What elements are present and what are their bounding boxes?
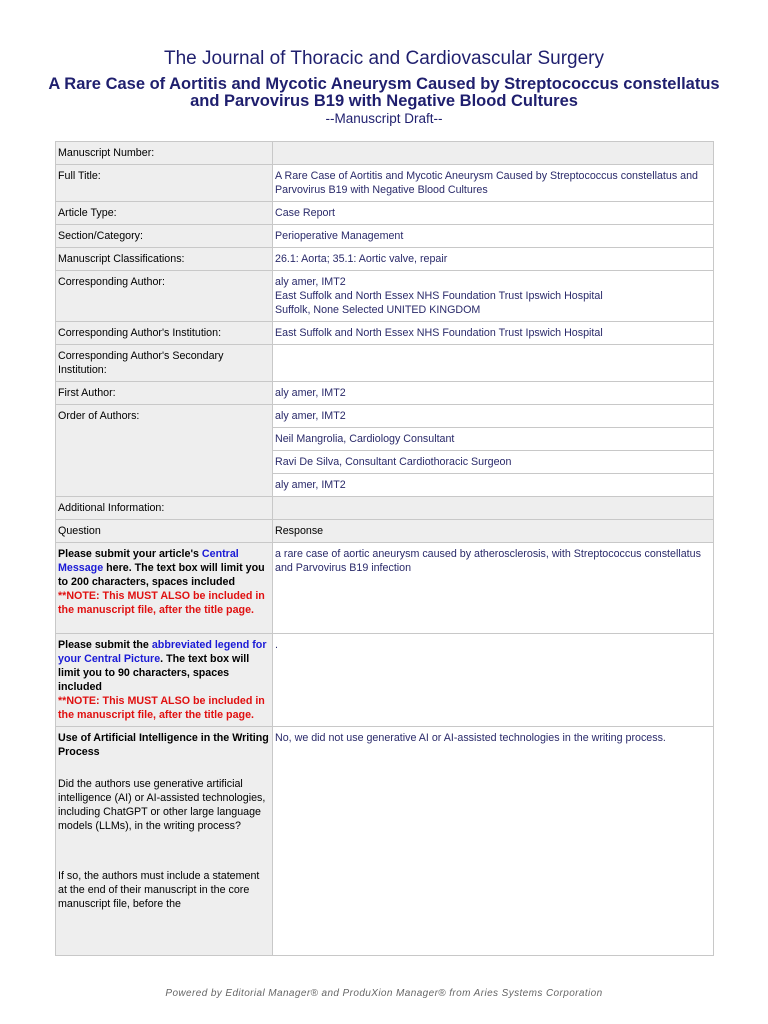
question-text: Please submit the	[58, 639, 152, 651]
corresponding-author-value	[273, 271, 714, 322]
table-row	[56, 382, 714, 405]
table-row	[56, 520, 714, 543]
question-text: Please submit your article's	[58, 548, 202, 560]
table-row	[56, 405, 714, 428]
question-text: here. The text box will limit you to 200 characters, spaces included	[58, 562, 265, 588]
question-text: If so, the authors must include a statement at the end of their manuscript in the core manuscript file, before the	[58, 870, 260, 910]
author-entry: aly amer, IMT2	[273, 474, 714, 497]
author-entry: Neil Mangrolia, Cardiology Consultant	[273, 428, 714, 451]
field-value: East Suffolk and North Essex NHS Foundation Trust Ipswich Hospital	[273, 322, 714, 345]
field-value	[273, 345, 714, 382]
question-text: Did the authors use generative artificial intelligence (AI) or AI-assisted technologies, including ChatGPT or other large language models (LLMs), in the writing process?	[58, 778, 266, 832]
field-label: Corresponding Author's Institution:	[56, 322, 273, 345]
field-label: Additional Information:	[56, 497, 273, 520]
table-row	[56, 727, 714, 956]
field-value: aly amer, IMT2	[273, 382, 714, 405]
field-label: Order of Authors:	[56, 405, 273, 497]
legend-question	[56, 634, 273, 727]
field-value: A Rare Case of Aortitis and Mycotic Aneurysm Caused by Streptococcus constellatus and Parvovirus B19 with Negative Blood Cultures	[273, 165, 714, 202]
author-line: Suffolk, None Selected UNITED KINGDOM	[275, 304, 481, 316]
table-row	[56, 322, 714, 345]
author-entry: Ravi De Silva, Consultant Cardiothoracic Surgeon	[273, 451, 714, 474]
field-label: First Author:	[56, 382, 273, 405]
field-value: 26.1: Aorta; 35.1: Aortic valve, repair	[273, 248, 714, 271]
table-row	[56, 345, 714, 382]
question-header: Question	[56, 520, 273, 543]
question-note: **NOTE: This MUST ALSO be included in the manuscript file, after the title page.	[58, 695, 265, 721]
field-label: Section/Category:	[56, 225, 273, 248]
draft-label: --Manuscript Draft--	[325, 111, 443, 126]
table-row	[56, 634, 714, 727]
question-link: Central Message	[58, 548, 239, 574]
ai-use-question	[56, 727, 273, 956]
field-label: Corresponding Author:	[56, 271, 273, 322]
field-label: Full Title:	[56, 165, 273, 202]
field-value	[273, 497, 714, 520]
author-entry: aly amer, IMT2	[273, 405, 714, 428]
table-row	[56, 497, 714, 520]
question-note: **NOTE: This MUST ALSO be included in the manuscript file, after the title page.	[58, 590, 265, 616]
legend-response: .	[273, 634, 714, 727]
question-link: abbreviated legend for your Central Picture	[58, 639, 267, 665]
field-label: Manuscript Classifications:	[56, 248, 273, 271]
table-row	[56, 271, 714, 322]
ai-use-response: No, we did not use generative AI or AI-assisted technologies in the writing process.	[273, 727, 714, 956]
footer-credit: Powered by Editorial Manager® and ProduXion Manager® from Aries Systems Corporation	[165, 988, 603, 999]
response-header: Response	[273, 520, 714, 543]
table-row	[56, 202, 714, 225]
question-text: . The text box will limit you to 90 characters, spaces included	[58, 653, 250, 693]
central-message-question	[56, 543, 273, 634]
table-row	[56, 142, 714, 165]
field-value: Perioperative Management	[273, 225, 714, 248]
table-row	[56, 225, 714, 248]
author-line: aly amer, IMT2	[275, 276, 346, 288]
table-row	[56, 543, 714, 634]
field-label: Article Type:	[56, 202, 273, 225]
field-label: Corresponding Author's Secondary Institution:	[56, 345, 273, 382]
article-title: A Rare Case of Aortitis and Mycotic Aneurysm Caused by Streptococcus constellatus and Parvovirus B19 with Negative Blood Cultures	[48, 75, 720, 110]
question-heading: Use of Artificial Intelligence in the Writing Process	[58, 732, 269, 758]
table-row	[56, 165, 714, 202]
field-value	[273, 142, 714, 165]
table-row	[56, 248, 714, 271]
central-message-response: a rare case of aortic aneurysm caused by atherosclerosis, with Streptococcus constellatus and Parvovirus B19 infection	[273, 543, 714, 634]
manuscript-table	[55, 141, 714, 956]
author-line: East Suffolk and North Essex NHS Foundation Trust Ipswich Hospital	[275, 290, 603, 302]
journal-name: The Journal of Thoracic and Cardiovascular Surgery	[163, 48, 605, 69]
field-label: Manuscript Number:	[56, 142, 273, 165]
field-value: Case Report	[273, 202, 714, 225]
